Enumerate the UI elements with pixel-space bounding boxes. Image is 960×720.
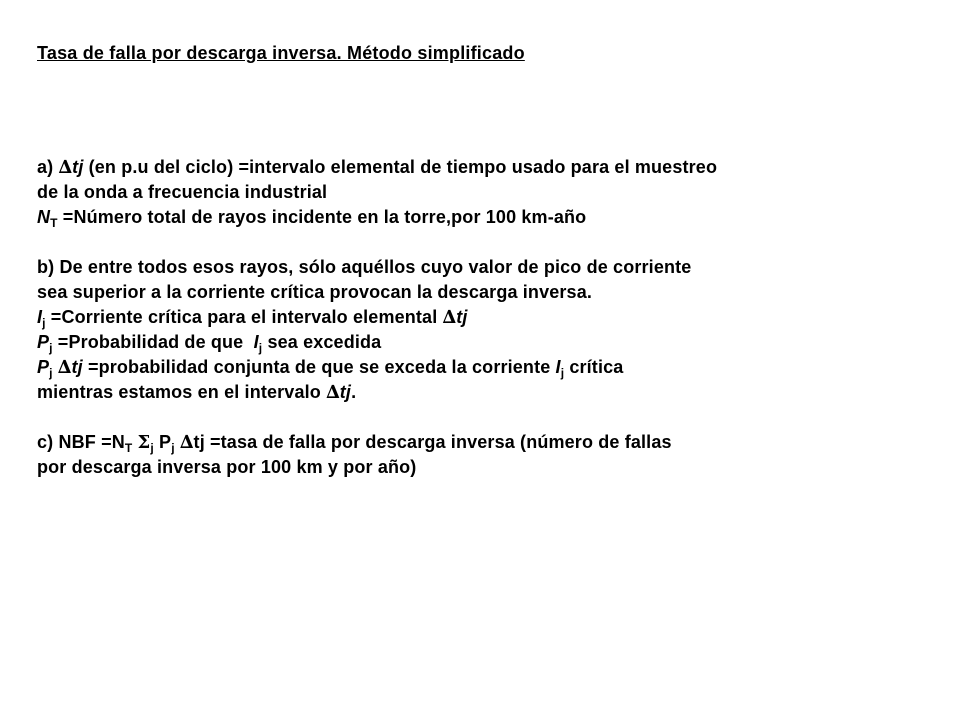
nbf-definition-2: por descarga inversa por 100 km y por año) — [37, 457, 417, 477]
spacer — [37, 230, 937, 255]
pj-definition-suffix: sea excedida — [267, 332, 382, 352]
section-b-label: b) — [37, 257, 55, 277]
pjt-definition-prefix: =probabilidad conjunta de que se exceda la corriente — [87, 357, 551, 377]
delta-symbol: ∆ — [179, 432, 194, 453]
delta-definition: (en p.u del ciclo) =intervalo elemental de tiempo usado para el muestreo — [88, 157, 718, 177]
pj-inner-sub: j — [258, 341, 263, 355]
section-b-line1 — [37, 255, 937, 280]
pjt-definition-suffix: crítica — [569, 357, 624, 377]
sigma-symbol: Σ — [137, 432, 151, 453]
pj-definition-prefix: =Probabilidad de que — [57, 332, 244, 352]
delta-symbol: ∆ — [57, 357, 72, 378]
section-b-line4 — [37, 330, 937, 355]
ij-definition: =Corriente crítica para el intervalo elemental — [50, 307, 438, 327]
sigma-sub: j — [150, 441, 154, 455]
section-b-line2 — [37, 280, 937, 305]
pjt-inner-var: I — [555, 357, 561, 377]
pj-sub: j — [49, 341, 53, 355]
delta-var: tj — [72, 157, 84, 177]
delta-var: tj — [193, 432, 205, 452]
section-b-line5 — [37, 355, 937, 380]
ij-sub: j — [42, 316, 46, 330]
nbf-sub-t: T — [124, 441, 133, 455]
delta-var: tj — [339, 382, 352, 402]
p-var: P — [159, 432, 172, 452]
period: . — [351, 382, 357, 402]
section-c-line1 — [37, 430, 937, 455]
delta-var: tj — [456, 307, 468, 327]
delta-definition-cont: de la onda a frecuencia industrial — [37, 182, 328, 202]
nbf-definition-1: =tasa de falla por descarga inversa (número de fallas — [210, 432, 672, 452]
section-a-label: a) — [37, 157, 54, 177]
delta-symbol: ∆ — [442, 307, 457, 328]
nt-sub: T — [50, 216, 58, 230]
pj-var: P — [37, 332, 50, 352]
section-a-line3 — [37, 205, 937, 230]
pjt-inner-sub: j — [560, 366, 565, 380]
nbf-prefix: NBF =N — [58, 432, 125, 452]
nt-definition: =Número total de rayos incidente en la torre,por 100 km-año — [62, 207, 587, 227]
delta-var: tj — [71, 357, 83, 377]
spacer — [37, 405, 937, 430]
delta-symbol: ∆ — [58, 157, 73, 178]
pjt-sub: j — [49, 366, 53, 380]
section-b-intro-2: sea superior a la corriente crítica provocan la descarga inversa. — [37, 282, 593, 302]
section-b-line3 — [37, 305, 937, 330]
section-b-intro-1: De entre todos esos rayos, sólo aquéllos cuyo valor de pico de corriente — [59, 257, 692, 277]
pj-inner-var: I — [253, 332, 259, 352]
p-sub: j — [171, 441, 175, 455]
pjt-var: P — [37, 357, 50, 377]
delta-symbol: ∆ — [326, 382, 340, 403]
body-text — [37, 155, 937, 480]
section-b-line6 — [37, 380, 937, 405]
pjt-line2-prefix: mientras estamos en el intervalo — [37, 382, 321, 402]
section-c-label: c) — [37, 432, 54, 452]
ij-var: I — [37, 307, 43, 327]
section-c-line2 — [37, 455, 937, 480]
nt-var: N — [37, 207, 51, 227]
section-a-line1 — [37, 155, 937, 180]
page-title: Tasa de falla por descarga inversa. Método simplificado — [37, 43, 525, 63]
section-a-line2 — [37, 180, 937, 205]
